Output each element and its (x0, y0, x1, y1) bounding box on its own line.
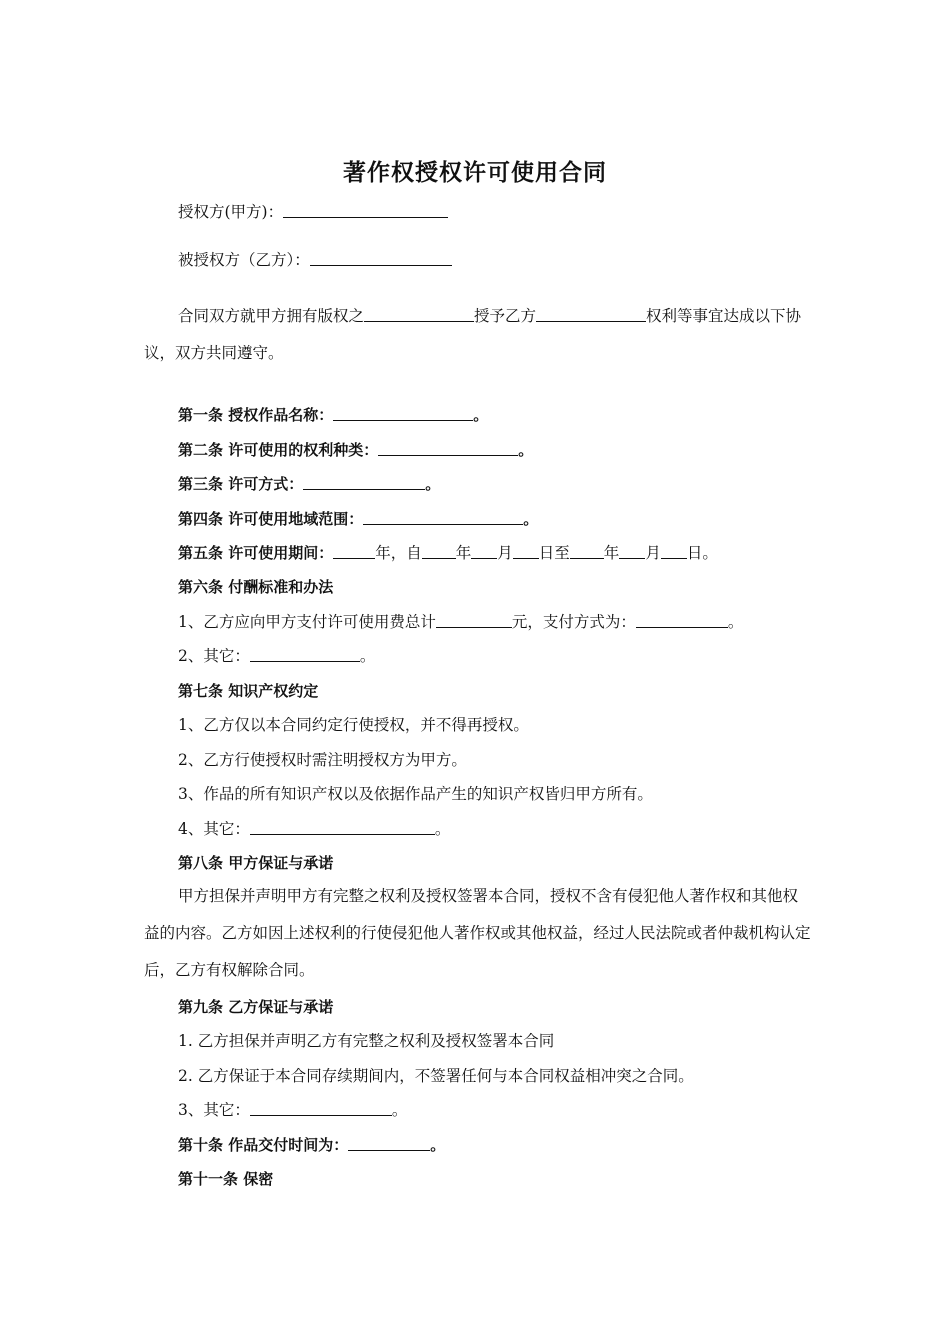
article-6-payment-blank[interactable] (636, 612, 728, 628)
article-7-item-4-text-b: 。 (434, 820, 451, 838)
article-5-blank-start-month[interactable] (471, 543, 497, 559)
article-6-item-2 (178, 646, 375, 666)
article-3 (178, 474, 440, 494)
intro-paragraph (144, 298, 812, 372)
article-5-heading: 第五条 许可使用期间： (178, 544, 334, 562)
article-5-blank-end-month[interactable] (619, 543, 645, 559)
article-5-blank-years[interactable] (333, 543, 375, 559)
article-10 (178, 1135, 445, 1155)
party-a-blank[interactable] (283, 202, 448, 218)
article-8-heading: 第八条 甲方保证与承诺 (178, 854, 334, 872)
article-4-blank[interactable] (363, 509, 523, 525)
article-2-heading: 第二条 许可使用的权利种类： (178, 441, 379, 459)
party-a-label: 授权方(甲方)： (178, 203, 284, 221)
article-5-text-5: 年 (603, 544, 620, 562)
party-a-line (178, 202, 448, 222)
article-10-blank[interactable] (348, 1135, 430, 1151)
intro-text-2: 授予乙方 (474, 307, 537, 325)
article-9-item-3-text-b: 。 (391, 1101, 408, 1119)
article-5-blank-start-day[interactable] (513, 543, 539, 559)
article-6-item-1-text-c: 。 (727, 613, 744, 631)
article-9-item-2: 2. 乙方保证于本合同存续期间内，不签署任何与本合同权益相冲突之合同。 (178, 1067, 694, 1085)
article-8-body: 甲方担保并声明甲方有完整之权利及授权签署本合同，授权不含有侵犯他人著作权和其他权益的内容。乙方如因上述权利的行使侵犯他人著作权或其他权益，经过人民法院或者仲裁机构认定后，乙方有权解除合同。 (144, 887, 811, 979)
article-7-item-3: 3、作品的所有知识产权以及依据作品产生的知识产权皆归甲方所有。 (178, 785, 653, 803)
article-4-heading: 第四条 许可使用地域范围： (178, 510, 364, 528)
article-5-text-1: 年，自 (375, 544, 422, 562)
article-10-end: 。 (430, 1136, 446, 1154)
article-3-heading: 第三条 许可方式： (178, 475, 304, 493)
article-6-item-2-text-b: 。 (359, 647, 376, 665)
article-11-heading: 第十一条 保密 (178, 1170, 274, 1188)
article-3-end: 。 (425, 475, 441, 493)
article-6-item-2-text-a: 2、其它： (178, 647, 250, 665)
article-6-item-1 (178, 612, 743, 632)
article-6-fee-blank[interactable] (436, 612, 512, 628)
article-1-blank[interactable] (333, 405, 473, 421)
party-b-label: 被授权方（乙方）： (178, 251, 310, 269)
article-6-other-blank[interactable] (250, 646, 360, 662)
article-9-item-1: 1. 乙方担保并声明乙方有完整之权利及授权签署本合同 (178, 1032, 555, 1050)
intro-text-1: 合同双方就甲方拥有版权之 (178, 307, 365, 325)
article-5-text-7: 日。 (686, 544, 718, 562)
article-9-item-3-text-a: 3、其它： (178, 1101, 250, 1119)
article-7-item-2: 2、乙方行使授权时需注明授权方为甲方。 (178, 751, 467, 769)
article-9-item-3 (178, 1100, 407, 1120)
article-7-other-blank[interactable] (250, 819, 435, 835)
article-9-heading: 第九条 乙方保证与承诺 (178, 998, 334, 1016)
article-10-heading: 第十条 作品交付时间为： (178, 1136, 349, 1154)
article-5-text-3: 月 (497, 544, 513, 562)
article-1 (178, 405, 488, 425)
article-5-text-2: 年 (455, 544, 472, 562)
article-6-item-1-text-a: 1、乙方应向甲方支付许可使用费总计 (178, 613, 436, 631)
intro-blank-work[interactable] (364, 306, 474, 322)
intro-blank-right[interactable] (536, 306, 646, 322)
party-b-blank[interactable] (310, 250, 452, 266)
article-5-blank-end-year[interactable] (570, 543, 604, 559)
article-5-blank-start-year[interactable] (422, 543, 456, 559)
article-4 (178, 509, 538, 529)
article-3-blank[interactable] (303, 474, 425, 490)
article-7-item-4 (178, 819, 450, 839)
article-5-text-4: 日至 (538, 544, 570, 562)
article-5 (178, 543, 718, 563)
intro-text-3: 权利等事宜达成以下协议，双方共同遵守。 (144, 307, 802, 362)
article-1-end: 。 (473, 406, 489, 424)
article-4-end: 。 (523, 510, 539, 528)
article-7-heading: 第七条 知识产权约定 (178, 682, 319, 700)
article-2-end: 。 (518, 441, 534, 459)
article-9-other-blank[interactable] (250, 1100, 392, 1116)
article-5-blank-end-day[interactable] (661, 543, 687, 559)
article-6-item-1-text-b: 元，支付方式为： (511, 613, 636, 631)
article-2-blank[interactable] (378, 440, 518, 456)
party-b-line (178, 250, 452, 270)
article-6-heading: 第六条 付酬标准和办法 (178, 578, 334, 596)
document-title: 著作权授权许可使用合同 (343, 160, 607, 186)
article-7-item-1: 1、乙方仅以本合同约定行使授权，并不得再授权。 (178, 716, 529, 734)
article-2 (178, 440, 533, 460)
article-7-item-4-text-a: 4、其它： (178, 820, 250, 838)
article-1-heading: 第一条 授权作品名称： (178, 406, 334, 424)
article-5-text-6: 月 (645, 544, 661, 562)
